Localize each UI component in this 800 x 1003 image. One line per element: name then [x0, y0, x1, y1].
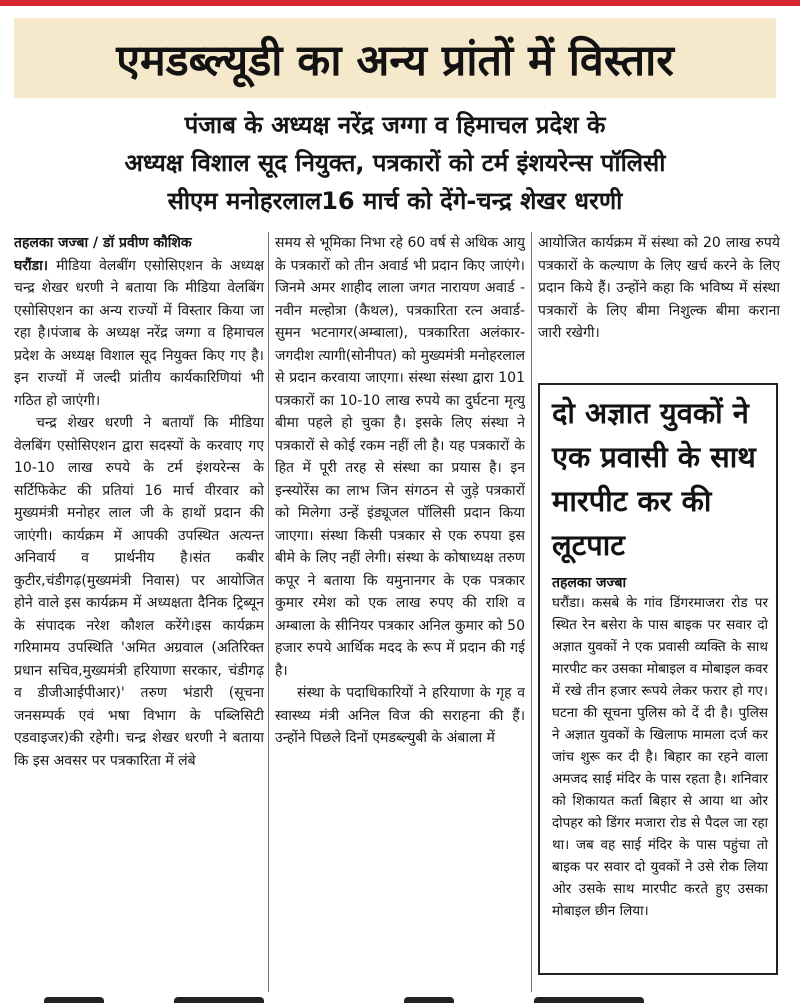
article-paragraph: संस्था के पदाधिकारियों ने हरियाणा के गृह व स्वास्थ्य मंत्री अनिल विज की सराहना की हैं। उन्होंने पिछले दिनों एमडब्ल्युबी के अंबाला में — [275, 685, 525, 746]
article-byline: तहलका जज्बा / डॉ प्रवीण कौशिक — [14, 235, 192, 251]
sidebar-story-byline: तहलका जज्बा — [552, 575, 627, 591]
article-column-1 — [14, 232, 264, 992]
subheadline-line: पंजाब के अध्यक्ष नरेंद्र जग्गा व हिमाचल प्रदेश के — [184, 111, 606, 139]
subheadline-line: अध्यक्ष विशाल सूद नियुक्त, पत्रकारों को टर्म इंशयरेन्स पॉलिसी — [124, 149, 666, 177]
subheadline-line: सीएम मनोहरलाल16 मार्च को देंगे-चन्द्र शेखर धरणी — [167, 187, 623, 215]
next-headline-cutoff — [14, 990, 784, 1003]
article-column-3 — [538, 232, 780, 372]
column-divider — [531, 232, 532, 992]
headline-band — [14, 18, 776, 98]
sidebar-story-title: दो अज्ञात युवकों ने एक प्रवासी के साथ मारपीट कर की लूटपाट — [552, 396, 756, 562]
top-color-bar — [0, 0, 800, 6]
subheadline — [14, 106, 776, 220]
article-paragraph: चन्द्र शेखर धरणी ने बतायाँ कि मीडिया वेलबिंग एसोसिएशन द्वारा सदस्यों के करवाए गए 10-10 लाख रुपये के टर्म इंशयरेन्स के सर्टिफिकेट की प्रतियां 16 मार्च वीरवार को मुख्यमंत्री मनोहर लाल जी के हाथों प्रदान की जाएंगी। कार्यक्रम में आपकी उपस्थित अत्यन्त अनिवार्य व प्रार्थनीय है।संत कबीर कुटीर,चंडीगढ़(मुख्यमंत्री निवास) पर आयोजित होने वाले इस कार्यक्रम में अध्यक्षता दैनिक ट्रिब्यून के संपादक नरेश कौशल करेंगे।इस कार्यक्रम गरिमामय उपस्थिति 'अमित अग्रवाल (अतिरिक्त प्रधान सचिव,मुख्यमंत्री हरियाणा सरकार, चंडीगढ़ व डीजीआईपीआर)' तरुण भंडारी (सूचना जनसम्पर्क एवं भषा विभाग के पब्लिसिटी एडवाइजर)की रहेगी। चन्द्र शेखर धरणी ने बताया कि इस अवसर पर पत्रकारिता में लंबे — [14, 415, 264, 769]
sidebar-story-box — [538, 383, 778, 975]
sidebar-story-body: घरौंडा। कसबे के गांव डिंगरमाजरा रोड पर स्थित रेन बसेरा के पास बाइक पर सवार दो अज्ञात युवकों ने एक प्रवासी व्यक्ति के साथ मारपीट कर उसका मोबाइल व मोबाइल कवर में रखे तीन हजार रूपये लेकर फरार हो गए। घटना की सूचना पुलिस को दें दी है। पुलिस ने अज्ञात युवकों के खिलाफ मामला दर्ज कर जांच शुरू कर दी है। बिहार का रहने वाला अमजद साई मंदिर के पास रहता है। शनिवार को शिकायत कर्ता बिहार से आया था ओर दोपहर को डिंगर मजारा रोड से पैदल जा रहा था। जब वह साई मंदिर के पास पहुंचा तो बाइक पर सवार दो युवकों ने उसे रोक लिया ओर उसके साथ मारपीट करते हुए उसका मोबाइल छीन लिया। — [552, 595, 768, 919]
column-divider — [268, 232, 269, 992]
article-paragraph: समय से भूमिका निभा रहे 60 वर्ष से अधिक आयु के पत्रकारों को तीन अवार्ड भी प्रदान किए जाएंगे।जिनमे अमर शाहीद लाला जगत नारायण अवार्ड - नवीन मल्होत्रा (कैथल), पत्रकारिता रत्न अवार्ड-सुमन भटनागर(अम्बाला), पत्रकारिता अलंकार-जगदीश त्यागी(सोनीपत) को मुख्यमंत्री मनोहरलाल से प्रदान करवाया जाएगा। संस्था संस्था द्वारा 101 पत्रकारों का 10-10 लाख रुपये का दुर्घटना मृत्यु बीमा पहले हो चुका है। इसके लिए संस्था ने पत्रकारों से कोई रकम नहीं ली है। यह पत्रकारों के हित में पूरी तरह से संस्था का प्रयास है। इन इन्स्योरेंस का लाभ जिन संगठन से जुड़े पत्रकारों को मिलेगा उन्हें इंड्यूजल पॉलिसी प्रदान किया जाएगा। संस्था किसी पत्रकार से एक रुपया इस बीमे के लिए नहीं लेगी। संस्था के कोषाध्यक्ष तरुण कपूर ने बताया कि यमुनानगर के एक पत्रकार कुमार रमेश को एक लाख रुपए की राशि व अम्बाला के सीनियर पत्रकार अनिल कुमार को 50 हजार रुपये आर्थिक मदद के रूप में प्रदान की गई है। — [275, 235, 525, 679]
article-paragraph: आयोजित कार्यक्रम में संस्था को 20 लाख रुपये पत्रकारों के कल्याण के लिए खर्च करने के लिए प्रदान किये हैं। उन्होंने कहा कि भविष्य में संस्था पत्रकारों के लिए बीमा निशुल्क बीमा कराना जारी रखेगी। — [538, 235, 780, 341]
article-dateline: घरौंडा। — [14, 257, 49, 274]
headline: एमडब्ल्यूडी का अन्य प्रांतों में विस्तार — [116, 35, 674, 86]
article-column-2 — [275, 232, 525, 992]
article-paragraph: मीडिया वेलबींग एसोसिएशन के अध्यक्ष चन्द्र शेखर धरणी ने बताया कि मीडिया वेलबिंग एसोसिएशन का अन्य राज्यों में विस्तार किया जा रहा है।पंजाब के अध्यक्ष नरेंद्र जग्गा व हिमाचल प्रदेश के अध्यक्ष विशाल सूद नियुक्त किए गए है।इन राज्यों में जल्दी प्रांतीय कार्यकारिणियां भी गठित हो जाएंगी। — [14, 257, 264, 409]
